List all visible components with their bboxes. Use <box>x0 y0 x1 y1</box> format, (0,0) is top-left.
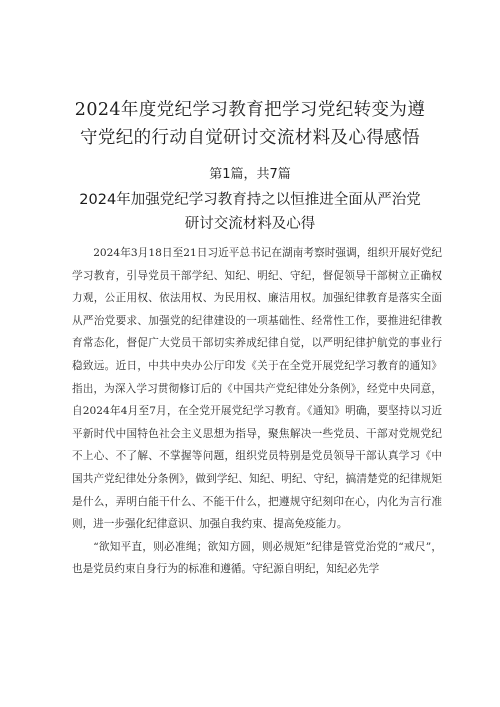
part-label: 第1篇，共7篇 <box>209 167 291 182</box>
paragraph-1: 2024年3月18日至21日习近平总书记在湖南考察时强调，组织开展好党纪学习教育，引导党员干部学纪、知纪、明纪、守纪，督促领导干部树立正确权力观，公正用权、依法用权、为民用权、廉洁用权。加强纪律教育是落实全面从严治党要求、加强党的纪律建设的一项基础性、经常性工作，要推进纪律教育常态化，督促广大党员干部切实养成纪律自觉，以严明纪律护航党的事业行稳致远。近日，中共中央办公厅印发《关于在全党开展党纪学习教育的通知》指出，为深入学习贯彻修订后的《中国共产党纪律处分条例》，经党中央同意，自2024年4月至7月，在全党开展党纪学习教育。《通知》明确，要坚持以习近平新时代中国特色社会主义思想为指导，聚焦解决一些党员、干部对党规党纪不上心、不了解、不掌握等问题，组织党员特别是党员领导干部认真学习《中国共产党纪律处分条例》，做到学纪、知纪、明纪、守纪，搞清楚党的纪律规矩是什么，弄明白能干什么、不能干什么，把遵规守纪刻印在心，内化为言行准则，进一步强化纪律意识、加强自我约束、提高免疫能力。 <box>72 247 442 531</box>
section-subtitle <box>70 188 430 236</box>
subtitle-line-2: 研讨交流材料及心得 <box>184 216 316 232</box>
paragraph-2: “欲知平直，则必准绳；欲知方圆，则必规矩”纪律是管党治党的“戒尺”，也是党员约束自身行为的标准和遵循。守纪源自明纪，知纪必先学 <box>72 540 442 576</box>
title-line-2: 守党纪的行动自觉研讨交流材料及心得感悟 <box>79 128 421 148</box>
document-title <box>40 96 460 152</box>
body-text <box>72 242 442 581</box>
title-line-1: 2024年度党纪学习教育把学习党纪转变为遵 <box>74 100 426 120</box>
subtitle-line-1: 2024年加强党纪学习教育持之以恒推进全面从严治党 <box>79 192 421 208</box>
